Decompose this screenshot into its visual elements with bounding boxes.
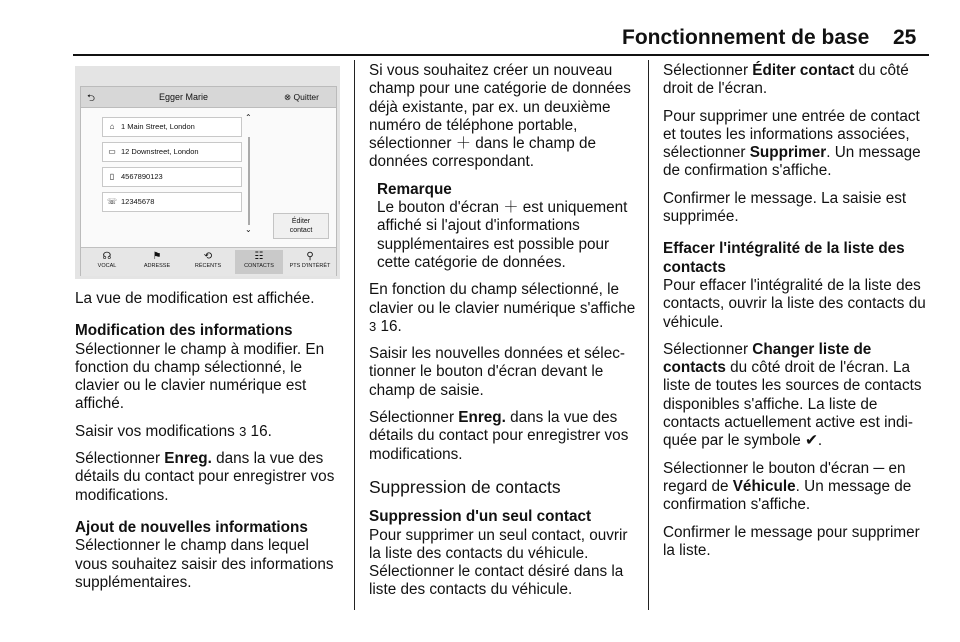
paragraph: Pour supprimer un seul contact, ouvrir la liste des contacts du véhicule. Sélectionner le contact désiré dans la liste des contacts du véhicule. (369, 526, 628, 599)
column-3 (663, 62, 931, 569)
page-ref-icon: 3 (239, 423, 247, 439)
heading-delete-one: Suppression d'un seul contact (369, 508, 592, 526)
paragraph: Pour supprimer une entrée de contact et toutes les informations associées, sélectionner Supprimer. Un message de confirmation s'affiche. (663, 107, 921, 180)
column-1 (75, 290, 343, 601)
home-icon: ⌂ (109, 122, 115, 131)
nav-label: CONTACTS (244, 263, 274, 269)
poi-icon: ⚲ (306, 251, 314, 262)
field-value: 12 Downstreet, London (121, 147, 199, 156)
heading-delete-contacts: Suppression de contacts (369, 476, 561, 497)
note-text: Le bouton d'écran ＋ est uniquement affiché si l'ajout d'informations supplémentaires est possible pour cette catégorie de données. (377, 199, 628, 271)
edit-label-line1: Éditer (291, 218, 311, 225)
contact-field-fax (102, 192, 242, 212)
fax-icon: ☏ (106, 197, 117, 206)
page-number: 25 (893, 26, 917, 49)
field-value: 12345678 (121, 197, 155, 206)
paragraph: Pour effacer l'intégralité de la liste des contacts, ouvrir la liste des contacts du véhicule. (663, 276, 926, 331)
nav-label: VOCAL (97, 263, 117, 269)
scroll-up-icon: ⌃ (245, 113, 252, 122)
quit-button: ⊗ Quitter (284, 92, 319, 102)
voice-icon: ☊ (102, 251, 112, 262)
page-ref-icon: 3 (369, 318, 377, 334)
paragraph: Sélectionner Enreg. dans la vue des détails du contact pour enregistrer vos modifications. (75, 450, 335, 504)
note-box (377, 181, 637, 272)
paragraph: Sélectionner le champ dans lequel vous souhaitez saisir des informations supplémentaires. (75, 537, 334, 591)
recent-icon: ⟲ (203, 251, 213, 262)
quit-label: Quitter (293, 92, 319, 102)
screen-nav-bar (81, 247, 336, 276)
heading-delete-all: Effacer l'intégralité de la liste des contacts (663, 240, 905, 276)
back-arrow-icon: ⮌ (87, 93, 96, 104)
heading-add-info: Ajout de nouvelles informations (75, 518, 308, 536)
paragraph: Sélectionner le bouton d'écran ─ en regard de Véhicule. Un message de confirmation s'affiche. (663, 459, 912, 514)
paragraph: Saisir vos modifications 3 16. (75, 422, 272, 440)
contact-field-mobile (102, 167, 242, 187)
nav-label: RÉCENTS (194, 263, 222, 269)
paragraph: Confirmer le message. La saisie est supprimée. (663, 189, 907, 226)
office-icon: ▭ (108, 147, 116, 156)
page-header-title: Fonctionnement de base (622, 26, 870, 49)
nav-label: ADRESSE (143, 263, 171, 269)
nav-poi (286, 250, 334, 269)
header-rule (73, 54, 929, 56)
nav-label: PTS D'INTÉRÊT (289, 263, 331, 269)
infotainment-screen (80, 86, 337, 276)
paragraph: Si vous souhaitez créer un nouveau champ pour une catégorie de données déjà existante, par ex. un deuxième numéro de téléphone portable, sélectionner ＋ dans le champ de données correspondant. (369, 62, 631, 171)
scroll-down-icon: ⌄ (245, 225, 252, 234)
heading-modification: Modification des informations (75, 322, 293, 340)
edit-contact-button (273, 213, 329, 239)
paragraph: Saisir les nouvelles données et sélectionner le bouton d'écran devant le champ de saisie. (369, 345, 625, 399)
paragraph: Confirmer le message pour supprimer la liste. (663, 523, 920, 559)
contacts-icon: ☷ (254, 251, 264, 262)
scrollbar (248, 137, 250, 225)
nav-recent (184, 250, 232, 269)
field-value: 1 Main Street, London (121, 122, 195, 131)
nav-contacts (235, 250, 283, 274)
contact-field-home (102, 117, 242, 137)
paragraph: Sélectionner Enreg. dans la vue des détails du contact pour enregistrer vos modifications. (369, 409, 629, 463)
note-title: Remarque (377, 180, 452, 198)
column-2 (369, 62, 637, 609)
column-divider (354, 60, 355, 610)
field-value: 4567890123 (121, 172, 163, 181)
nav-voice (83, 250, 131, 269)
figure-caption: La vue de modification est affichée. (75, 290, 315, 307)
column-divider (648, 60, 649, 610)
contact-field-office (102, 142, 242, 162)
edit-label-line2: contact (289, 227, 313, 234)
paragraph: Sélectionner Changer liste de contacts du côté droit de l'écran. La liste de toutes les sources de contacts disponibles s'affiche. La liste de contacts actuellement active est indiquée par le symbole ✔. (663, 340, 922, 450)
flag-icon: ⚑ (152, 251, 162, 262)
mobile-phone-icon: ▯ (109, 172, 115, 181)
nav-address (133, 250, 181, 269)
paragraph: Sélectionner le champ à modifier. En fonction du champ sélectionné, le clavier ou le clavier numérique est affiché. (75, 340, 325, 413)
screen-title-bar (81, 87, 336, 108)
paragraph: Sélectionner Éditer contact du côté droit de l'écran. (663, 62, 909, 98)
contact-name: Egger Marie (159, 92, 209, 102)
contact-edit-screenshot (75, 66, 340, 279)
paragraph: En fonction du champ sélectionné, le clavier ou le clavier numérique s'affiche 3 16. (369, 281, 636, 335)
